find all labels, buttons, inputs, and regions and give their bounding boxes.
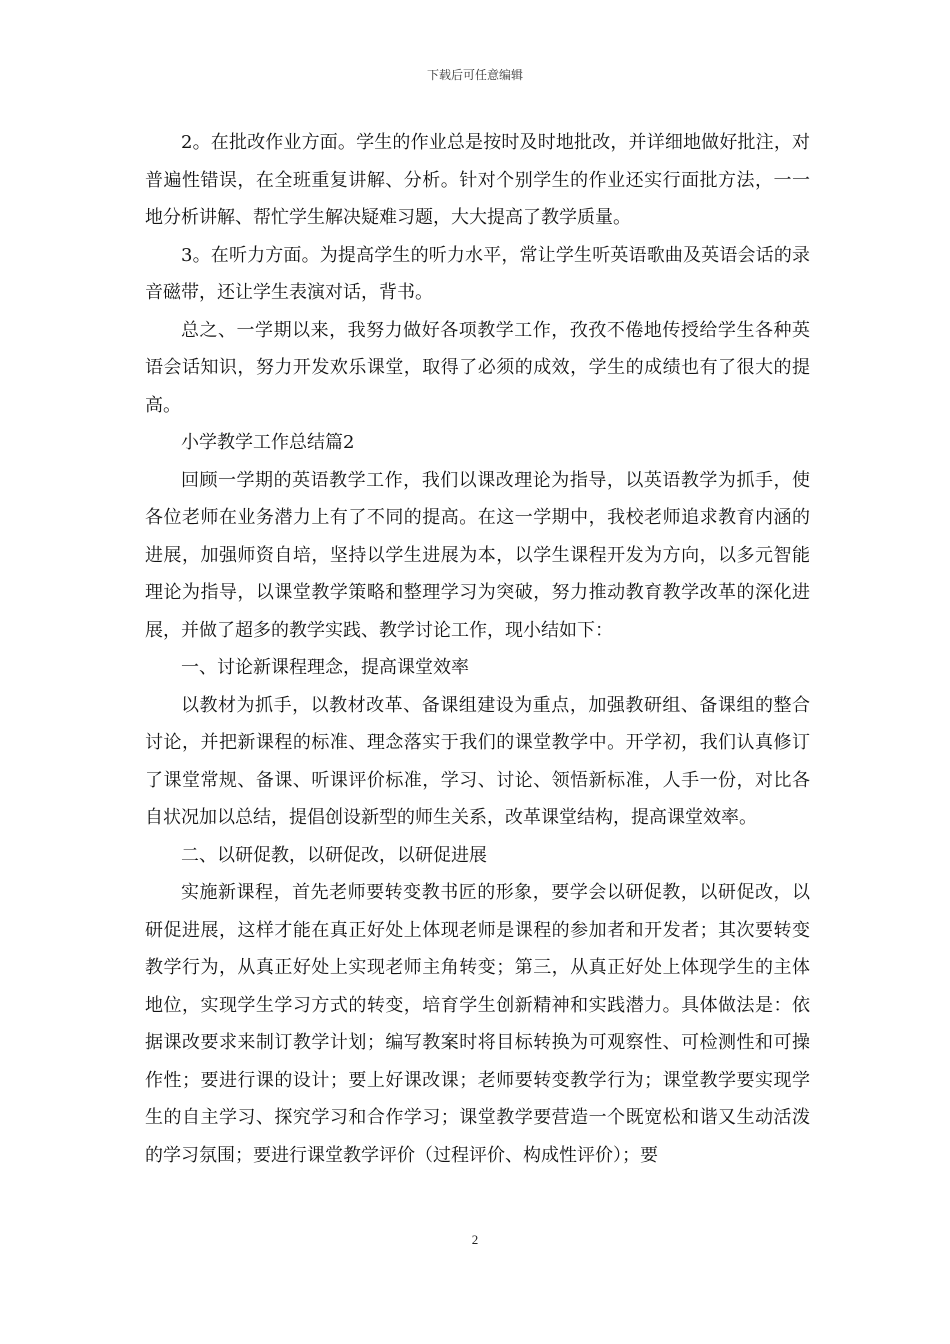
section-title: 小学教学工作总结篇2 (181, 432, 355, 453)
heading-one: 一、讨论新课程理念，提高课堂效率 (181, 657, 469, 678)
paragraph-textbook: 以教材为抓手，以教材改革、备课组建设为重点，加强教研组、备课组的整合讨论，并把新课程的标准、理念落实于我们的课堂教学中。开学初，我们认真修订了课堂常规、备课、听课评价标准，学习、讨论、领悟新标准，人手一份，对比各自状况加以总结，提倡创设新型的师生关系，改革课堂结构，提高课堂效率。 (145, 694, 810, 828)
paragraph-research: 实施新课程，首先老师要转变教书匠的形象，要学会以研促教，以研促改，以研促进展，这样才能在真正好处上体现老师是课程的参加者和开发者；其次要转变教学行为，从真正好处上实现老师主角转变；第三，从真正好处上体现学生的主体地位，实现学生学习方式的转变，培育学生创新精神和实践潜力。具体做法是：依据课改要求来制订教学计划；编写教案时将目标转换为可观察性、可检测性和可操作性；要进行课的设计；要上好课改课；老师要转变教学行为；课堂教学要实现学生的自主学习、探究学习和合作学习；课堂教学要营造一个既宽松和谐又生动活泼的学习氛围；要进行课堂教学评价（过程评价、构成性评价）；要 (145, 882, 810, 1166)
heading-two: 二、以研促教，以研促改，以研促进展 (181, 844, 487, 866)
paragraph-summary: 总之、一学期以来，我努力做好各项教学工作，孜孜不倦地传授给学生各种英语会话知识，努力开发欢乐课堂，取得了必须的成效，学生的成绩也有了很大的提高。 (145, 319, 810, 416)
paragraph-homework: 2。在批改作业方面。学生的作业总是按时及时地批改，并详细地做好批注，对普遍性错误，在全班重复讲解、分析。针对个别学生的作业还实行面批方法，一一地分析讲解、帮忙学生解决疑难习题，大大提高了教学质量。 (145, 132, 810, 228)
document-body (145, 124, 810, 1174)
page-number: 2 (471, 1232, 479, 1247)
page-header: 下载后可任意编辑 (426, 68, 523, 82)
paragraph-review: 回顾一学期的英语教学工作，我们以课改理论为指导，以英语教学为抓手，使各位老师在业务潜力上有了不同的提高。在这一学期中，我校老师追求教育内涵的进展，加强师资自培，坚持以学生进展为本，以学生课程开发为方向，以多元智能理论为指导，以课堂教学策略和整理学习为突破，努力推动教育教学改革的深化进展，并做了超多的教学实践、教学讨论工作，现小结如下： (145, 469, 810, 641)
paragraph-listening: 3。在听力方面。为提高学生的听力水平，常让学生听英语歌曲及英语会话的录音磁带，还让学生表演对话，背书。 (145, 244, 810, 303)
